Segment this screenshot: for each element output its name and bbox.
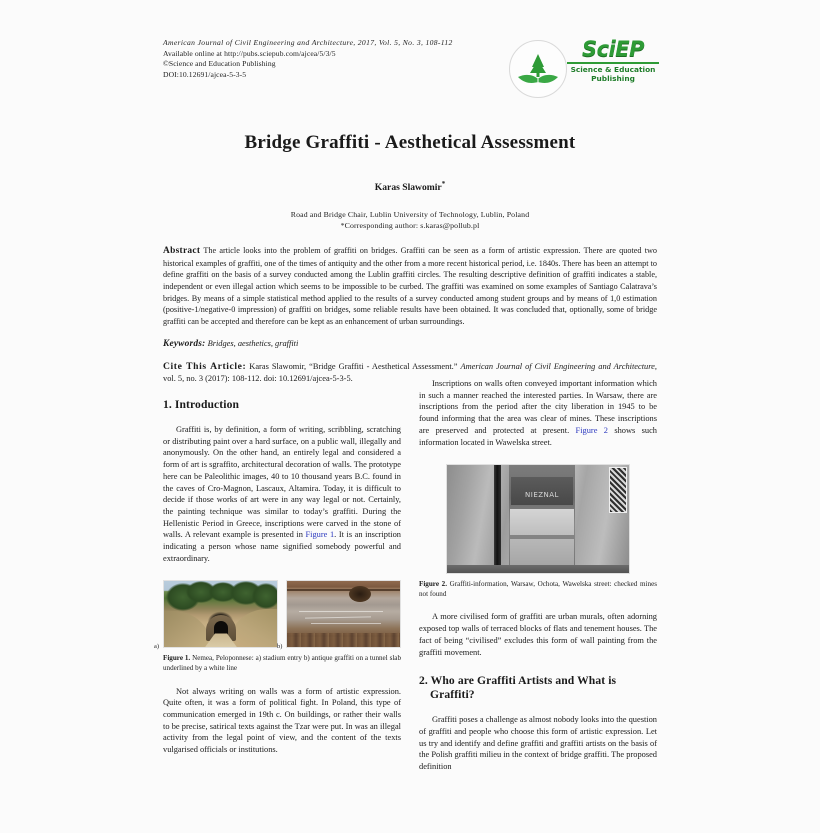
light-plaque	[510, 509, 574, 535]
figure-2-caption-label: Figure 2.	[419, 580, 447, 589]
sciep-logo[interactable]	[507, 36, 659, 100]
keywords	[163, 338, 657, 349]
figure-1b-photo	[286, 580, 401, 648]
sciep-wordmark-group	[567, 38, 659, 83]
intro-paragraph-1	[163, 424, 401, 564]
heading-gap	[163, 412, 401, 424]
right-paragraph-2: A more civilised form of graffiti are urban murals, often adorning exposed top walls of terraced blocks of flats and tenement houses. The fact of being “civilised” excludes this form of wall painting from the graffiti movement.	[419, 612, 657, 657]
right-p1-cont: shows such information located in Wawelska street.	[419, 425, 657, 447]
inscription-scratch	[299, 611, 383, 612]
masthead-text	[163, 38, 493, 80]
figure-1-bottom-gap	[163, 674, 401, 686]
cite-journal: American Journal of Civil Engineering and Architecture	[460, 362, 655, 372]
journal-citation-line: American Journal of Civil Engineering and Architecture, 2017, Vol. 5, No. 3, 108-112	[163, 38, 453, 47]
paper-title: Bridge Graffiti - Aesthetical Assessment	[244, 132, 576, 153]
author-name-text: Karas Slawomir	[374, 182, 442, 194]
cite-label: Cite This Article:	[163, 361, 247, 373]
abstract-text: The article looks into the problem of graffiti on bridges. Graffiti can be seen as a form of artistic expression. There are quoted two historical examples of graffiti, one of the times of antiquity and the other from a more recent historical period, i.e. 1840s. There has been an attempt to define graffiti on the basis of a survey conducted among the Lublin graffiti circles. The resulting descriptive definition of graffiti indicates a stable, independent or even illegal action which seems to be impossible to be curbed. The graffiti was examined on some examples of Santiago Calatrava’s bridges. By means of a simple statistical method applied to the results of a survey conducted among student groups and by means of 1,0 estimation (positive-1/negative-0 impression) of graffiti on bridges, some reliable results have been obtained. It was concluded that, optionally, some of bridge graffiti can be accepted and therefore can be kept as an enhancement of urban surroundings.	[163, 246, 657, 326]
figure-2-caption	[419, 580, 657, 599]
photo-wall-inscription	[447, 465, 629, 573]
pavement-strip	[447, 565, 629, 573]
figure-1b-label: b)	[277, 643, 283, 651]
logo-divider	[567, 62, 659, 64]
figure-1-link[interactable]: Figure 1	[305, 530, 335, 540]
figure-2-photo	[446, 464, 630, 574]
sciep-emblem-icon	[509, 40, 567, 98]
right-p1-text: Inscriptions on walls often conveyed important information which in such a manner reached the interested parties. In Warsaw, there are inscriptions from the period after the city liberation in 1945 to be found informing that the area was clear of mines. These inscriptions are preserved and protected at present.	[419, 379, 657, 435]
body-columns	[154, 378, 657, 824]
slab-hole	[349, 586, 371, 602]
section-2-heading-line2: Graffiti?	[430, 688, 475, 702]
intro-p1-text: Graffiti is, by definition, a form of writing, scribbling, scratching or distributing paint over a hard surface, on a public wall, illegally and anonymously. On the other hand, an entirely legal and considered a form of art is sgraffito, architectural decoration of walls. The prototype here can be Paleolithic images, 40 to 10 thousand years B.C. found in the caves of Cro-Magnon, Lascaux, Altamira. Today, it is difficult to decide if those works of art were in any way legal or not. Certainly, the painting technique was similar to today’s graffiti. During the Hellenistic Period in Greece, inscriptions were carved in the stone of walls. A relevant example is presented in	[163, 425, 401, 540]
cite-part2: , vol. 5, no. 3 (2017): 108-112. doi: 10.12691/ajcea-5-3-5.	[163, 362, 657, 384]
keywords-label: Keywords:	[163, 339, 206, 350]
author-name	[163, 180, 657, 193]
paper-header-block	[163, 38, 657, 385]
section-2-heading-line1: 2. Who are Graffiti Artists and What is	[419, 674, 617, 688]
figure-1a-cell	[154, 580, 278, 651]
inscription-scratch	[305, 617, 371, 619]
logo-tagline-line1: Science & Education	[570, 65, 656, 74]
figure-1-caption	[163, 654, 401, 673]
left-column	[154, 378, 401, 756]
abstract	[163, 245, 657, 327]
figure-1-caption-text: Nemea, Peloponnese: a) stadium entry b) antique graffiti on a tunnel slab underlined by a white line	[163, 654, 401, 673]
earth-mound-left	[163, 611, 212, 648]
figure-1-caption-label: Figure 1.	[163, 654, 191, 663]
affiliation: Road and Bridge Chair, Lublin University of Technology, Lublin, Poland	[290, 210, 530, 220]
slab-crack	[287, 589, 401, 591]
photo-stadium-entry	[164, 581, 277, 647]
inscription-scratch	[311, 623, 381, 624]
section-2-top-gap	[419, 658, 657, 674]
right-column	[419, 378, 657, 773]
publisher-line: ©Science and Education Publishing	[163, 59, 276, 69]
section-heading-introduction: 1. Introduction	[163, 398, 240, 411]
left-column-top-spacer	[163, 378, 401, 398]
right-paragraph-1	[419, 378, 657, 448]
figure-2-caption-text: Graffiti-information, Warsaw, Ochota, Wawelska street: checked mines not found	[419, 580, 657, 598]
tree-shape	[252, 583, 278, 609]
window-grate	[609, 467, 627, 513]
figure-1	[154, 580, 401, 673]
intro-p1-cont: . It is an inscription indicating a person whose name signified somebody powerful and extraordinary.	[163, 530, 401, 563]
sciep-wordmark: SciEP	[581, 37, 644, 61]
right-paragraph-3: Graffiti poses a challenge as almost nobody looks into the question of graffiti and people who choose this form of artistic expression. Let us try and identify and define graffiti and graffiti artists on the basis of the Polish graffiti milieu in the context of bridge graffiti. The proposed definition	[419, 715, 657, 772]
masthead	[163, 38, 657, 110]
intro-paragraph-2: Not always writing on walls was a form of artistic expression. Quite often, it was a form of political fight. In Poland, this type of communication emerged in 19th c. On buildings, or rather their walls to be precise, satirical texts against the Tzar were put. In was an illegal activity from the legal point of view, and the content of the texts vulgarised officials or institutions.	[163, 686, 401, 755]
figure-1-top-gap	[163, 564, 401, 580]
corresponding-author[interactable]: *Corresponding author: s.karas@pollub.pl	[340, 221, 480, 231]
photo-antique-graffiti-slab	[287, 581, 400, 647]
available-online-line[interactable]: Available online at http://pubs.sciepub.com/ajcea/5/3/5	[163, 48, 336, 58]
abstract-label: Abstract	[163, 246, 201, 257]
drain-pipe	[494, 465, 501, 573]
doi-line[interactable]: DOI:10.12691/ajcea-5-3-5	[163, 69, 247, 79]
figure-1b-cell	[277, 580, 401, 651]
figure-1a-photo	[163, 580, 278, 648]
cite-part1: Karas Slawomir, “Bridge Graffiti - Aesthetical Assessment.”	[249, 362, 461, 372]
rubble-edge	[287, 633, 401, 647]
author-marker: *	[441, 180, 446, 188]
logo-tagline-line2: Publishing	[591, 74, 635, 84]
figure-2-bottom-gap	[419, 599, 657, 611]
figure-1-images	[154, 580, 401, 651]
section-2-heading-gap	[419, 702, 657, 714]
figure-2	[419, 464, 657, 599]
figure-2-top-gap	[419, 448, 657, 464]
keywords-text: Bridges, aesthetics, graffiti	[207, 339, 299, 349]
section-heading-graffiti-artists	[419, 674, 657, 702]
figure-2-link[interactable]: Figure 2	[575, 425, 608, 435]
wall-inscription-text: NIEZNAL	[525, 491, 559, 500]
figure-1a-label: a)	[154, 643, 159, 651]
